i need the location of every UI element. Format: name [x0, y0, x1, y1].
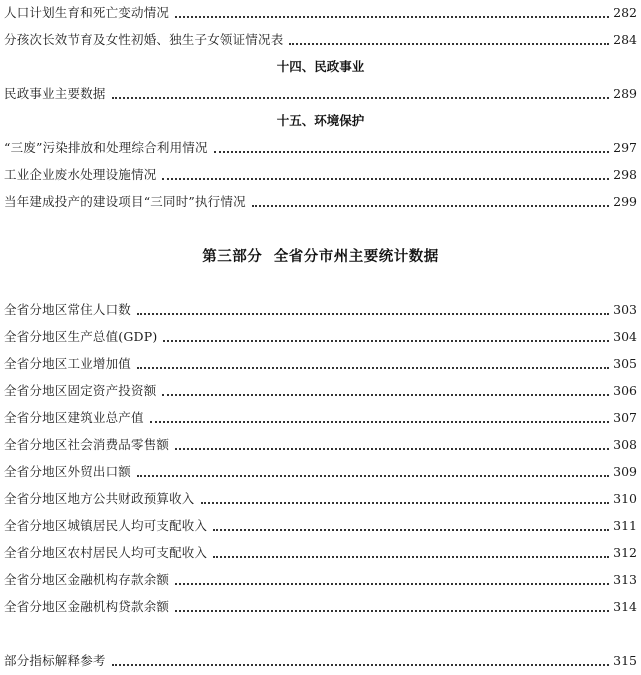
section-heading: 十四、民政事业	[276, 59, 365, 74]
toc-entry-title: 全省分地区外贸出口额	[4, 464, 132, 479]
toc-entry-title: 全省分地区工业增加值	[4, 356, 132, 371]
toc-entry-title: 全省分地区金融机构贷款余额	[4, 599, 170, 614]
toc-entry-page: 304	[613, 329, 637, 344]
toc-entry-page: 307	[613, 410, 637, 425]
toc-entry-title: 当年建成投产的建设项目“三同时”执行情况	[4, 194, 246, 209]
dot-leader	[162, 381, 609, 401]
toc-entry[interactable]	[4, 462, 637, 482]
toc-entry[interactable]	[4, 516, 637, 536]
dot-leader	[252, 192, 609, 212]
dot-leader	[175, 435, 609, 455]
toc-entry[interactable]	[4, 408, 637, 428]
toc-entry[interactable]	[4, 165, 637, 185]
part-title: 第三部分 全省分市州主要统计数据	[202, 249, 439, 265]
toc-entry-title: 民政事业主要数据	[4, 86, 106, 101]
toc-entry[interactable]	[4, 300, 637, 320]
toc-entry-page: 299	[613, 194, 637, 209]
dot-leader	[150, 408, 609, 428]
toc-entry[interactable]	[4, 597, 637, 617]
toc-entry-page: 309	[613, 464, 637, 479]
dot-leader	[112, 84, 610, 104]
toc-entry[interactable]	[4, 30, 637, 50]
toc-entry[interactable]	[4, 570, 637, 590]
dot-leader	[137, 354, 609, 374]
toc-entry-page: 282	[613, 5, 637, 20]
toc-entry-title: 人口计划生育和死亡变动情况	[4, 5, 170, 20]
toc-entry-page: 303	[613, 302, 637, 317]
dot-leader	[213, 543, 609, 563]
toc-entry-page: 297	[613, 140, 637, 155]
toc-entry[interactable]	[4, 354, 637, 374]
toc-entry-title: 工业企业废水处理设施情况	[4, 167, 157, 182]
toc-entry-page: 298	[613, 167, 637, 182]
toc-entry-page: 306	[613, 383, 637, 398]
toc-entry-page: 305	[613, 356, 637, 371]
toc-entry-title: 全省分地区建筑业总产值	[4, 410, 144, 425]
dot-leader	[214, 138, 609, 158]
toc-entry-page: 314	[613, 599, 637, 614]
dot-leader	[112, 651, 610, 671]
toc-entry-page: 311	[613, 518, 637, 533]
toc-entry-title: 全省分地区金融机构存款余额	[4, 572, 170, 587]
toc-entry-page: 289	[613, 86, 637, 101]
toc-entry-page: 310	[613, 491, 637, 506]
toc-entry[interactable]	[4, 381, 637, 401]
dot-leader	[201, 489, 610, 509]
toc-entry-page: 313	[613, 572, 637, 587]
toc-entry-title: 全省分地区农村居民人均可支配收入	[4, 545, 208, 560]
toc-entry-page: 315	[613, 653, 637, 668]
toc-entry-title: 全省分地区生产总值(GDP)	[4, 329, 158, 344]
section-heading: 十五、环境保护	[276, 113, 365, 128]
dot-leader	[137, 300, 609, 320]
dot-leader	[162, 165, 609, 185]
toc-entry[interactable]	[4, 435, 637, 455]
toc-entry[interactable]	[4, 543, 637, 563]
toc-entry-title: 全省分地区固定资产投资额	[4, 383, 157, 398]
toc-entry[interactable]	[4, 489, 637, 509]
toc-entry[interactable]	[4, 84, 637, 104]
toc-entry-title: 部分指标解释参考	[4, 653, 106, 668]
dot-leader	[175, 3, 609, 23]
toc-entry-page: 284	[613, 32, 637, 47]
toc-entry-title: 全省分地区社会消费品零售额	[4, 437, 170, 452]
toc-entry-page: 312	[613, 545, 637, 560]
toc-entry[interactable]	[4, 3, 637, 23]
dot-leader	[175, 570, 609, 590]
dot-leader	[163, 327, 609, 347]
toc-entry[interactable]	[4, 651, 637, 671]
toc-entry-title: “三废”污染排放和处理综合利用情况	[4, 140, 208, 155]
toc-entry[interactable]	[4, 192, 637, 212]
toc-entry-page: 308	[613, 437, 637, 452]
toc-entry-title: 分孩次长效节育及女性初婚、独生子女领证情况表	[4, 32, 284, 47]
dot-leader	[175, 597, 609, 617]
toc-entry-title: 全省分地区地方公共财政预算收入	[4, 491, 195, 506]
dot-leader	[289, 30, 609, 50]
dot-leader	[213, 516, 609, 536]
toc-entry-title: 全省分地区城镇居民人均可支配收入	[4, 518, 208, 533]
dot-leader	[137, 462, 609, 482]
toc-entry[interactable]	[4, 327, 637, 347]
toc-entry-title: 全省分地区常住人口数	[4, 302, 132, 317]
toc-entry[interactable]	[4, 138, 637, 158]
